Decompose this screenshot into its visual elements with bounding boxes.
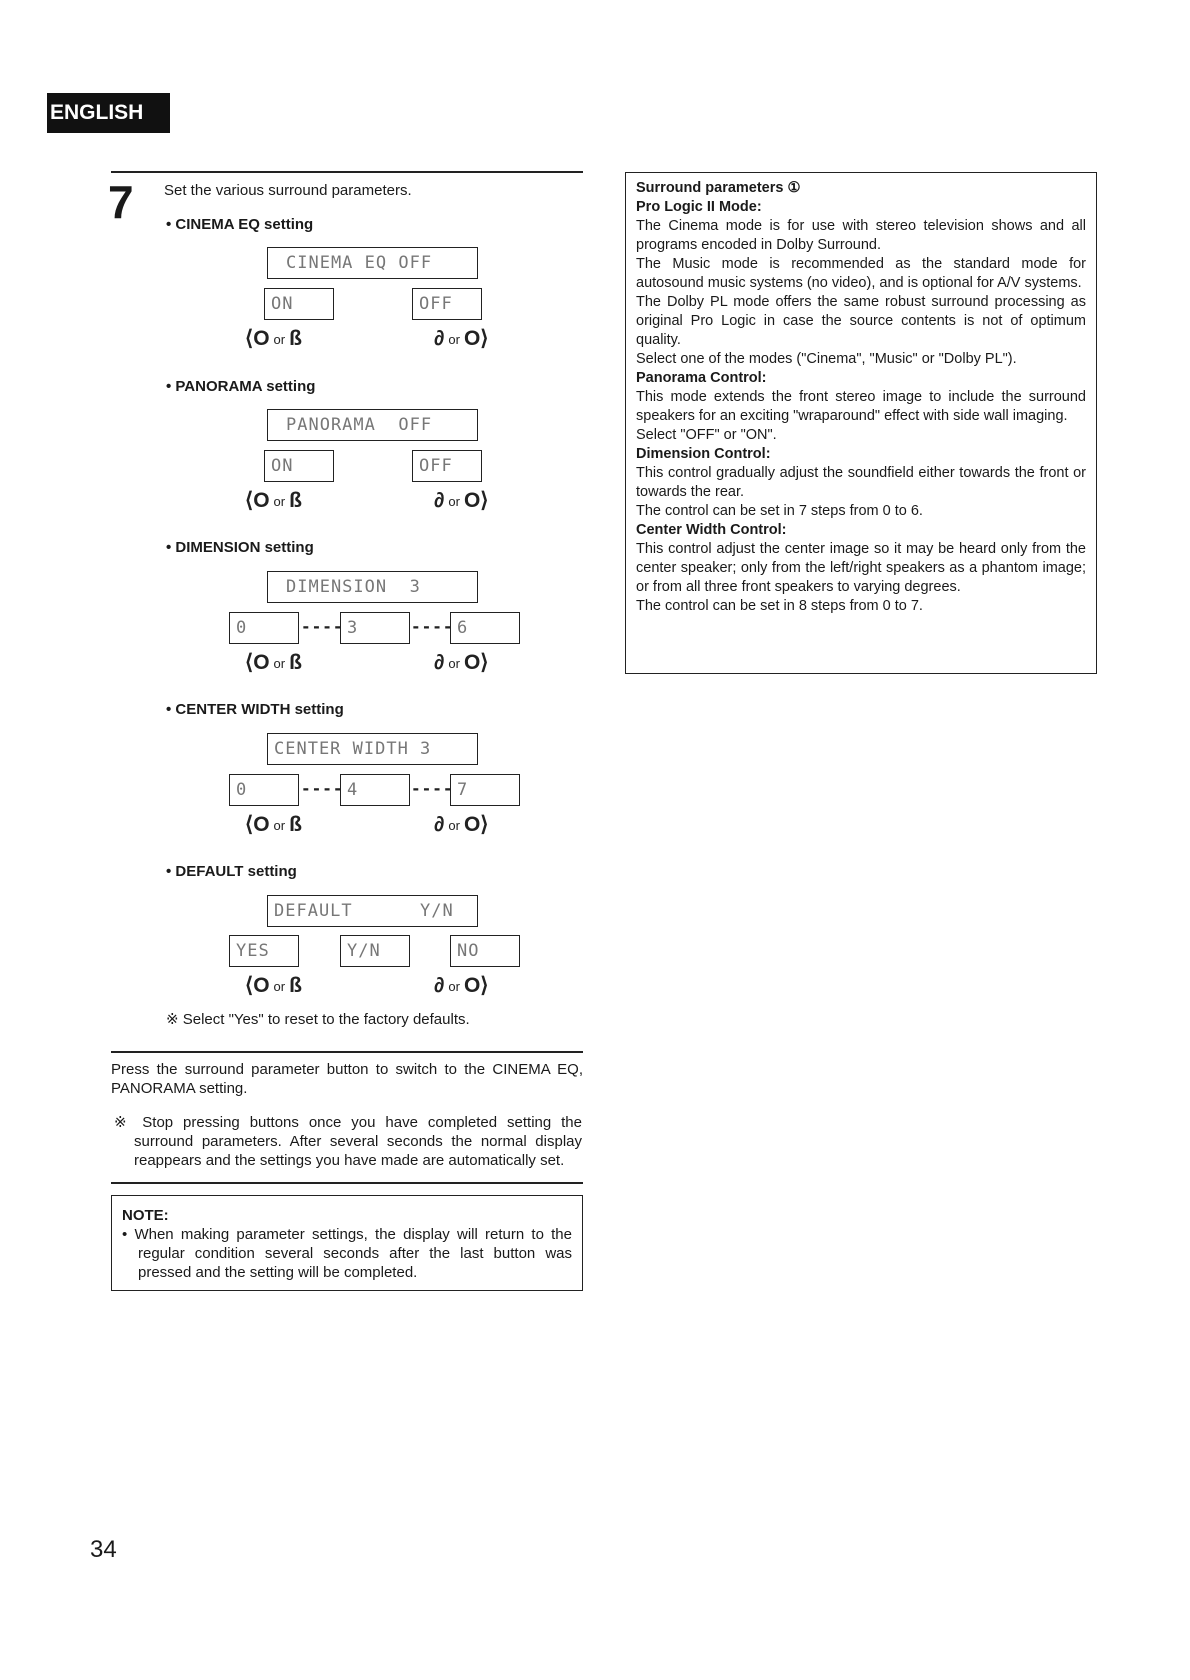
page-number: 34 <box>90 1536 117 1563</box>
knob-left-icon: ⟨Oor ß <box>245 651 302 674</box>
section-heading: Pro Logic II Mode: <box>636 199 762 215</box>
center-width-option-mid: 4 <box>340 774 410 806</box>
knob-left-icon: ⟨Oor ß <box>245 327 302 350</box>
knob-left-icon: ⟨Oor ß <box>245 974 302 997</box>
note-body: • When making parameter settings, the display will return to the regular condition several seconds after the last button was pressed and the setting will be completed. <box>122 1226 572 1281</box>
default-note: ※ Select "Yes" to reset to the factory defaults. <box>166 1011 470 1028</box>
knob-right-icon: ∂ or O⟩ <box>434 651 489 674</box>
section-paragraph: Select one of the modes ("Cinema", "Music" or "Dolby PL"). <box>636 351 1017 367</box>
section-divider <box>111 1182 583 1184</box>
section-heading: Dimension Control: <box>636 446 771 462</box>
section-heading: Center Width Control: <box>636 522 787 538</box>
surround-box-title: Surround parameters ① <box>636 180 801 196</box>
center-width-option-min: 0 <box>229 774 299 806</box>
section-paragraph: The control can be set in 7 steps from 0 to 6. <box>636 503 923 519</box>
step-intro: Set the various surround parameters. <box>164 182 412 199</box>
panorama-heading: • PANORAMA setting <box>166 378 316 395</box>
section-paragraph: Select "OFF" or "ON". <box>636 427 777 443</box>
stop-instruction: ※ Stop pressing buttons once you have completed setting the surround parameters. After several seconds the normal display reappears and the settings you have made are automatically set. <box>114 1114 582 1169</box>
center-width-display: CENTER WIDTH 3 <box>267 733 478 765</box>
section-paragraph: This control gradually adjust the soundfield either towards the front or towards the rear. <box>636 465 1086 500</box>
section-paragraph: The control can be set in 8 steps from 0 to 7. <box>636 598 923 614</box>
knob-right-icon: ∂ or O⟩ <box>434 974 489 997</box>
section-paragraph: This control adjust the center image so it may be heard only from the center speaker; only from the left/right speakers as a phantom image; or from all three front speakers to varying degrees. <box>636 541 1086 595</box>
surround-parameters-box <box>625 172 1097 674</box>
option-separator: ---- <box>411 617 454 636</box>
dimension-option-min: 0 <box>229 612 299 644</box>
section-paragraph: The Dolby PL mode offers the same robust surround processing as original Pro Logic in case the source contents is not of optimum quality. <box>636 294 1086 348</box>
cinema-eq-heading: • CINEMA EQ setting <box>166 216 314 233</box>
option-separator: ---- <box>301 779 344 798</box>
option-separator: ---- <box>301 617 344 636</box>
note-title: NOTE: <box>122 1207 169 1224</box>
cinema-eq-option-off: OFF <box>412 288 482 320</box>
dimension-option-mid: 3 <box>340 612 410 644</box>
cinema-eq-option-on: ON <box>264 288 334 320</box>
center-width-heading: • CENTER WIDTH setting <box>166 701 344 718</box>
section-heading: Panorama Control: <box>636 370 767 386</box>
knob-right-icon: ∂ or O⟩ <box>434 813 489 836</box>
dimension-heading: • DIMENSION setting <box>166 539 314 556</box>
section-divider <box>111 1051 583 1053</box>
knob-right-icon: ∂ or O⟩ <box>434 327 489 350</box>
step-number: 7 <box>108 176 134 228</box>
cinema-eq-display: CINEMA EQ OFF <box>267 247 478 279</box>
knob-left-icon: ⟨Oor ß <box>245 489 302 512</box>
dimension-option-max: 6 <box>450 612 520 644</box>
note-box <box>111 1195 583 1291</box>
press-instruction: Press the surround parameter button to switch to the CINEMA EQ, PANORAMA setting. <box>111 1061 583 1097</box>
default-option-yn: Y/N <box>340 935 410 967</box>
panorama-option-on: ON <box>264 450 334 482</box>
knob-right-icon: ∂ or O⟩ <box>434 489 489 512</box>
default-display: DEFAULT Y/N <box>267 895 478 927</box>
default-heading: • DEFAULT setting <box>166 863 297 880</box>
default-option-yes: YES <box>229 935 299 967</box>
section-divider <box>111 171 583 173</box>
dimension-display: DIMENSION 3 <box>267 571 478 603</box>
center-width-option-max: 7 <box>450 774 520 806</box>
section-paragraph: This mode extends the front stereo image to include the surround speakers for an exciting "wraparound" effect with side wall imaging. <box>636 389 1086 424</box>
language-tab: ENGLISH <box>47 93 170 133</box>
default-option-no: NO <box>450 935 520 967</box>
knob-left-icon: ⟨Oor ß <box>245 813 302 836</box>
option-separator: ---- <box>411 779 454 798</box>
panorama-display: PANORAMA OFF <box>267 409 478 441</box>
section-paragraph: The Music mode is recommended as the standard mode for autosound music systems (no video), and is optional for A/V systems. <box>636 256 1086 291</box>
section-paragraph: The Cinema mode is for use with stereo television shows and all programs encoded in Dolby Surround. <box>636 218 1086 253</box>
panorama-option-off: OFF <box>412 450 482 482</box>
